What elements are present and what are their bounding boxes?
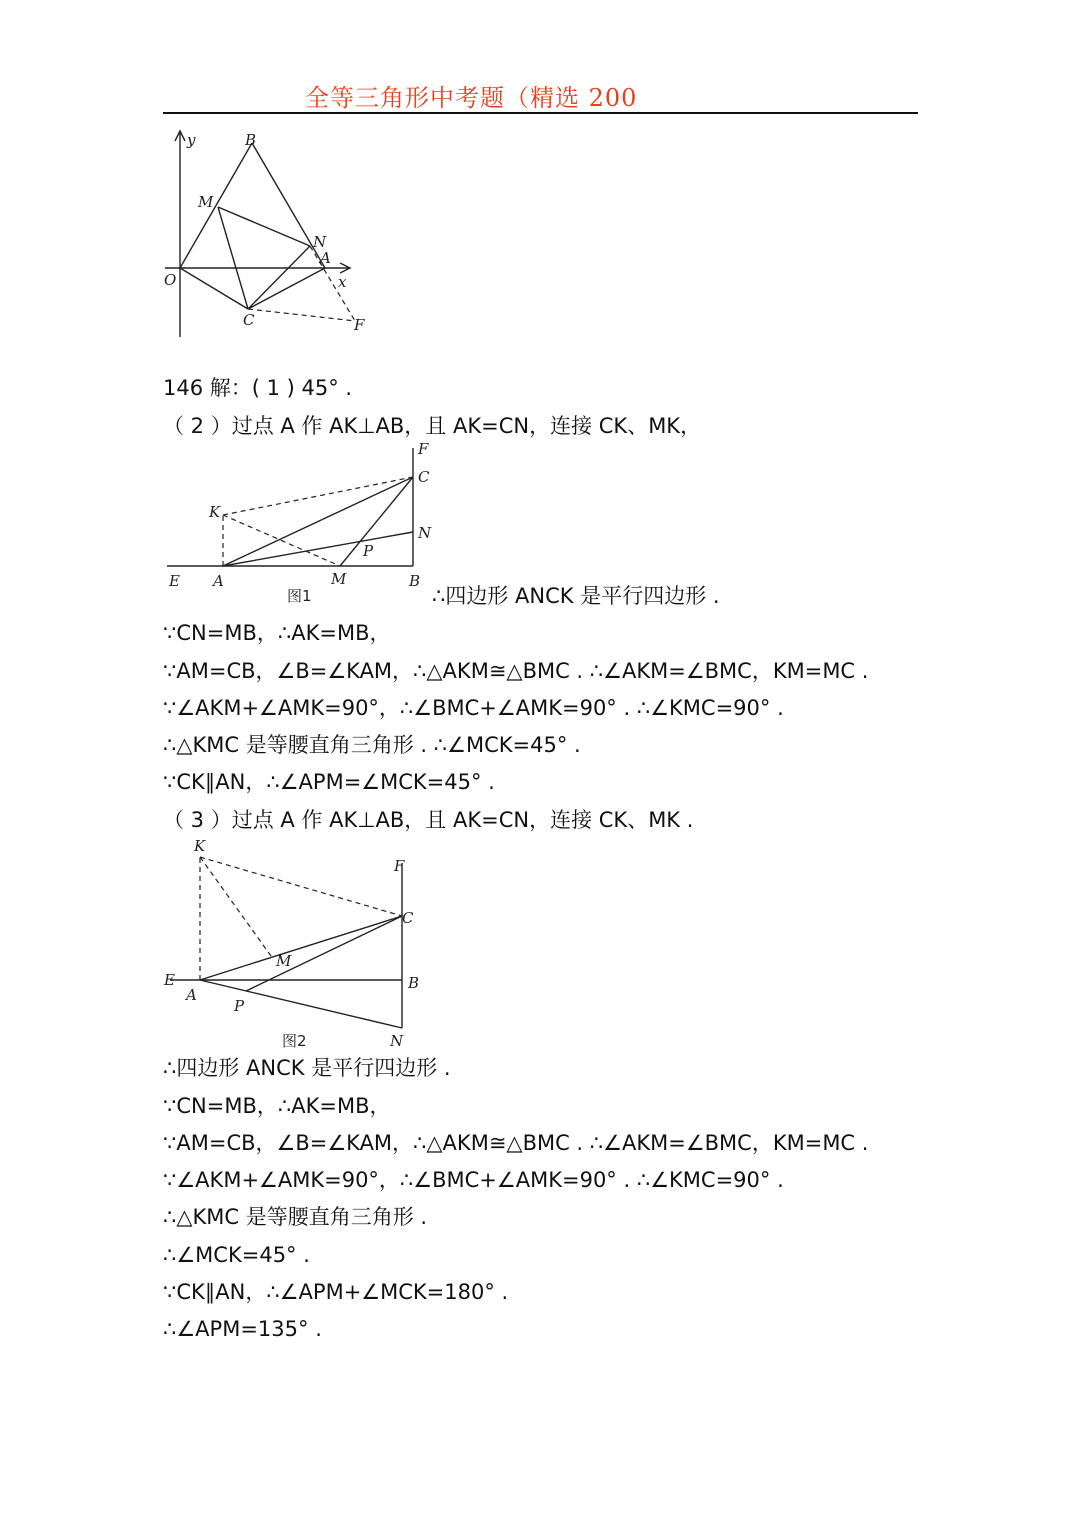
- label-A: A: [213, 572, 224, 590]
- figure-1-caption: 图1: [287, 587, 312, 605]
- solution-line-13: ∵∠AKM+∠AMK=90°，∴∠BMC+∠AMK=90° . ∴∠KMC=90° .: [163, 1168, 784, 1192]
- figure-2-diagram: [160, 835, 430, 1055]
- label-K: K: [194, 837, 206, 855]
- label-P: P: [234, 997, 245, 1015]
- label-C: C: [418, 468, 430, 486]
- label-N: N: [418, 524, 432, 542]
- solution-line-4: ∵CN=MB，∴AK=MB，: [163, 621, 391, 645]
- label-C: C: [243, 311, 255, 329]
- label-x: x: [338, 273, 347, 291]
- label-M: M: [276, 952, 292, 970]
- solution-line-17: ∴∠APM=135° .: [163, 1317, 322, 1341]
- figure-1-diagram: [163, 440, 433, 610]
- label-C: C: [402, 909, 414, 927]
- label-M: M: [331, 570, 347, 588]
- label-F: F: [354, 316, 365, 334]
- label-O: O: [164, 271, 177, 289]
- label-E: E: [169, 572, 180, 590]
- solution-line-16: ∵CK∥AN，∴∠APM+∠MCK=180° .: [163, 1280, 509, 1304]
- solution-line-2: （ 2 ）过点 A 作 AK⊥AB，且 AK=CN，连接 CK、MK，: [163, 414, 702, 438]
- solution-line-7: ∴△KMC 是等腰直角三角形 . ∴∠MCK=45° .: [163, 733, 581, 757]
- solution-line-12: ∵AM=CB，∠B=∠KAM，∴△AKM≅△BMC . ∴∠AKM=∠BMC，KM=MC .: [163, 1131, 869, 1155]
- solution-line-11: ∵CN=MB，∴AK=MB，: [163, 1094, 391, 1118]
- page-header-title: 全等三角形中考题（精选 200: [305, 84, 638, 112]
- solution-line-3: ∴四边形 ANCK 是平行四边形 .: [432, 584, 720, 608]
- label-E: E: [164, 971, 175, 989]
- solution-line-9: （ 3 ）过点 A 作 AK⊥AB，且 AK=CN，连接 CK、MK .: [163, 808, 694, 832]
- label-A: A: [186, 986, 197, 1004]
- solution-line-10: ∴四边形 ANCK 是平行四边形 .: [163, 1056, 451, 1080]
- label-N: N: [313, 233, 327, 251]
- label-N: N: [390, 1032, 404, 1050]
- solution-line-8: ∵CK∥AN，∴∠APM=∠MCK=45° .: [163, 770, 495, 794]
- figure-coordinate-diagram: [160, 125, 375, 340]
- solution-line-14: ∴△KMC 是等腰直角三角形 .: [163, 1205, 428, 1229]
- solution-line-5: ∵AM=CB，∠B=∠KAM，∴△AKM≅△BMC . ∴∠AKM=∠BMC，KM=MC .: [163, 659, 869, 683]
- label-K: K: [209, 503, 221, 521]
- label-F: F: [394, 857, 405, 875]
- solution-line-15: ∴∠MCK=45° .: [163, 1243, 310, 1267]
- solution-line-1: 146 解：( 1 ) 45° .: [163, 376, 353, 400]
- figure-2-caption: 图2: [282, 1032, 307, 1050]
- label-P: P: [363, 542, 374, 560]
- label-y: y: [187, 131, 196, 149]
- label-M: M: [198, 193, 214, 211]
- label-F: F: [418, 440, 429, 458]
- label-B: B: [408, 974, 420, 992]
- header-divider: [163, 112, 918, 114]
- solution-line-6: ∵∠AKM+∠AMK=90°，∴∠BMC+∠AMK=90° . ∴∠KMC=90° .: [163, 696, 784, 720]
- label-A: A: [320, 249, 331, 267]
- label-B: B: [245, 131, 257, 149]
- label-B: B: [409, 572, 421, 590]
